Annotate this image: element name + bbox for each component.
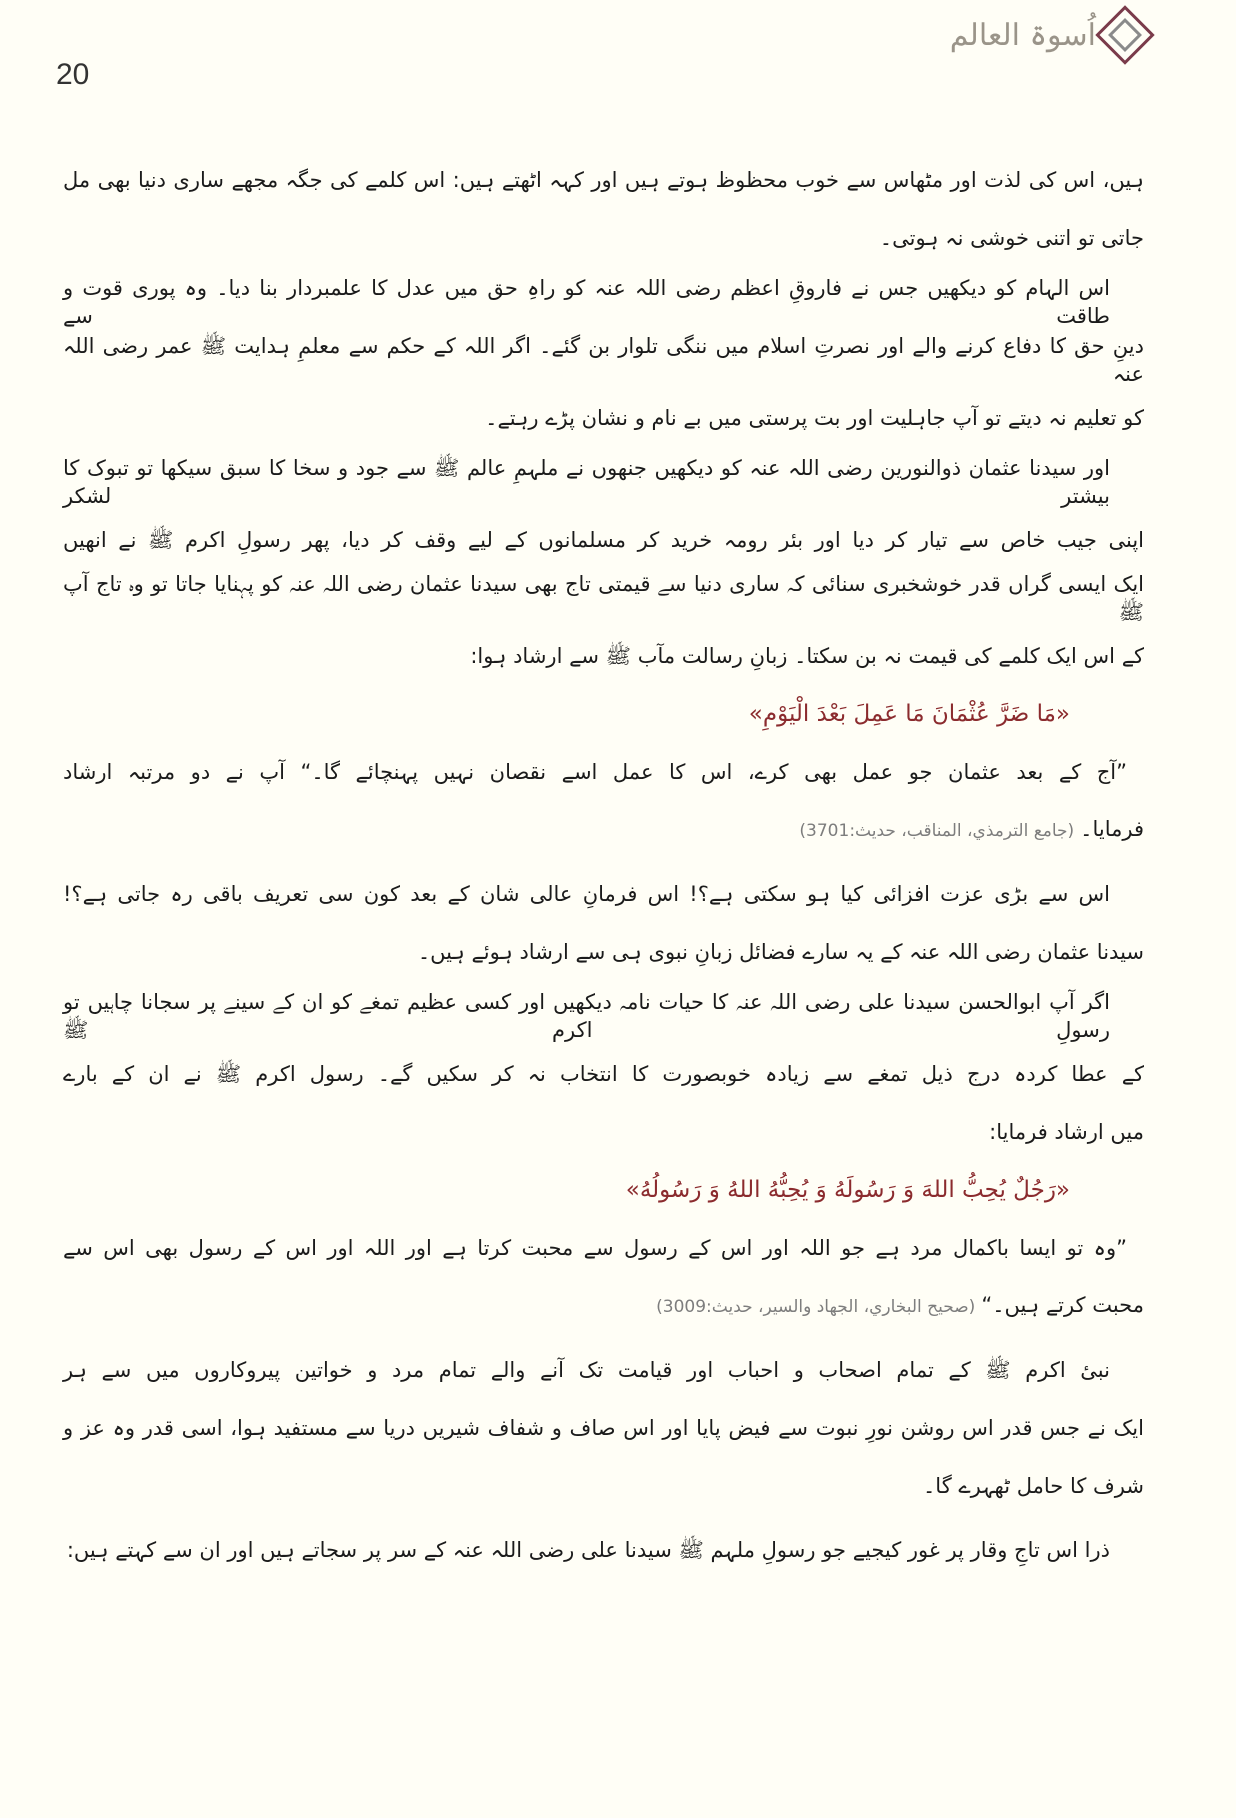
text-with-citation <box>63 1291 1144 1321</box>
text-fragment: اس سے بڑی عزت افزائی کیا ہو سکتی ہے؟! اس فرمانِ عالی شان کے بعد کون سی تعریف باقی رہ جاتی ہے؟! <box>63 881 1110 906</box>
text-line <box>63 1044 1144 1102</box>
text-with-citation <box>63 815 1144 845</box>
text-line <box>63 1102 1144 1160</box>
text-fragment: ”آج کے بعد عثمان جو عمل بھی کرے، اس کا عمل اسے نقصان نہیں پہنچائے گا۔“ آپ نے دو مرتبہ ارشاد <box>63 759 1127 784</box>
text-fragment: نبیٔ اکرم ﷺ کے تمام اصحاب و احباب اور قیامت تک آنے والے تمام مرد و خواتین پیروکاروں میں سے ہر <box>63 1357 1110 1382</box>
text-line <box>63 1276 1144 1334</box>
text-line <box>63 510 1144 568</box>
text-fragment: کے عطا کردہ درج ذیل تمغے سے زیادہ خوبصورت کا انتخاب نہ کر سکیں گے۔ رسول اکرم ﷺ نے ان کے بارے <box>63 1061 1144 1086</box>
book-logo-icon <box>1095 5 1154 64</box>
text-fragment: محبت کرتے ہیں۔“ <box>981 1292 1144 1317</box>
text-line <box>63 330 1144 388</box>
text-fragment: دینِ حق کا دفاع کرنے والے اور نصرتِ اسلام میں ننگی تلوار بن گئے۔ اگر اللہ کے حکم سے معلمِ ہدایت ﷺ عمر رضی اللہ عنہ <box>63 333 1144 386</box>
running-header <box>950 14 1146 56</box>
text-fragment: جاتی تو اتنی خوشی نہ ہوتی۔ <box>879 225 1144 250</box>
text-line <box>63 1340 1144 1398</box>
text-line <box>63 922 1144 980</box>
book-title: اُسوۃ العالم <box>949 17 1096 53</box>
text-fragment: فرمایا۔ <box>1080 816 1144 841</box>
text-line <box>63 388 1144 446</box>
arabic-hadith-quote <box>63 684 1144 742</box>
text-fragment: کو تعلیم نہ دیتے تو آپ جاہلیت اور بت پرستی میں بے نام و نشان پڑے رہتے۔ <box>485 405 1144 430</box>
arabic-hadith-quote <box>63 1160 1144 1218</box>
text-fragment: کے اس ایک کلمے کی قیمت نہ بن سکتا۔ زبانِ رسالت مآب ﷺ سے ارشاد ہوا: <box>470 643 1144 668</box>
text-line <box>63 626 1144 684</box>
page-number: 20 <box>56 58 90 91</box>
text-line <box>63 1456 1144 1514</box>
text-line <box>63 1520 1144 1578</box>
text-fragment: ”وہ تو ایسا باکمال مرد ہے جو اللہ اور اس کے رسول سے محبت کرتا ہے اور اللہ اور اس کے رسول بھی اس سے <box>63 1235 1127 1260</box>
text-line <box>63 452 1144 510</box>
text-line <box>63 864 1144 922</box>
text-line <box>63 150 1144 208</box>
text-line <box>63 986 1144 1044</box>
text-fragment: ذرا اس تاجِ وقار پر غور کیجیے جو رسولِ ملہم ﷺ سیدنا علی رضی اللہ عنہ کے سر پر سجاتے ہیں اور ان سے کہتے ہیں: <box>66 1537 1110 1562</box>
text-fragment: ہیں، اس کی لذت اور مٹھاس سے خوب محظوظ ہوتے ہیں اور کہہ اٹھتے ہیں: اس کلمے کی جگہ مجھے ساری دنیا بھی مل <box>63 167 1144 192</box>
text-fragment: ایک نے جس قدر اس روشن نورِ نبوت سے فیض پایا اور اس صاف و شفاف شیریں دریا سے مستفید ہوا، اسی قدر وہ عز و <box>63 1415 1144 1440</box>
text-fragment: میں ارشاد فرمایا: <box>989 1119 1144 1144</box>
text-line <box>63 208 1144 266</box>
quote-text: «مَا ضَرَّ عُثْمَانَ مَا عَمِلَ بَعْدَ الْيَوْمِ» <box>748 700 1070 727</box>
text-line <box>63 800 1144 858</box>
text-fragment: شرف کا حامل ٹھہرے گا۔ <box>922 1473 1144 1498</box>
text-fragment: اس الہام کو دیکھیں جس نے فاروقِ اعظم رضی اللہ عنہ کو راہِ حق میں عدل کا علمبردار بنا دیا۔ وہ پوری قوت و طاقت سے <box>63 275 1110 328</box>
text-fragment: اپنی جیب خاص سے تیار کر دیا اور بئر رومہ خرید کر مسلمانوں کے لیے وقف کر دیا، پھر رسولِ اکرم ﷺ نے انھیں <box>63 527 1144 552</box>
text-line <box>63 1398 1144 1456</box>
hadith-citation: (جامع الترمذي، المناقب، حديث:3701) <box>799 820 1075 841</box>
text-fragment: سیدنا عثمان رضی اللہ عنہ کے یہ سارے فضائل زبانِ نبوی ہی سے ارشاد ہوئے ہیں۔ <box>417 939 1144 964</box>
text-line <box>63 568 1144 626</box>
text-fragment: ایک ایسی گراں قدر خوشخبری سنائی کہ ساری دنیا سے قیمتی تاج بھی سیدنا عثمان رضی اللہ عنہ کو پہنایا جاتا تو وہ تاج آپ ﷺ <box>63 571 1144 624</box>
text-line <box>63 272 1144 330</box>
translation-line <box>63 742 1144 800</box>
hadith-citation: (صحيح البخاري، الجهاد والسير، حديث:3009) <box>656 1296 976 1317</box>
text-fragment: اگر آپ ابوالحسن سیدنا علی رضی اللہ عنہ کا حیات نامہ دیکھیں اور کسی عظیم تمغے کو ان کے سینے پر سجانا چاہیں تو رسولِ اکرم ﷺ <box>63 989 1110 1042</box>
translation-line <box>63 1218 1144 1276</box>
text-fragment: اور سیدنا عثمان ذوالنورین رضی اللہ عنہ کو دیکھیں جنھوں نے ملہمِ عالم ﷺ سے جود و سخا کا سبق سیکھا تو تبوک کا بیشتر لشکر <box>63 455 1110 508</box>
quote-text: «رَجُلٌ يُحِبُّ اللهَ وَ رَسُولَهُ وَ يُحِبُّهُ اللهُ وَ رَسُولُهُ» <box>625 1176 1070 1203</box>
page-body <box>63 150 1144 1578</box>
